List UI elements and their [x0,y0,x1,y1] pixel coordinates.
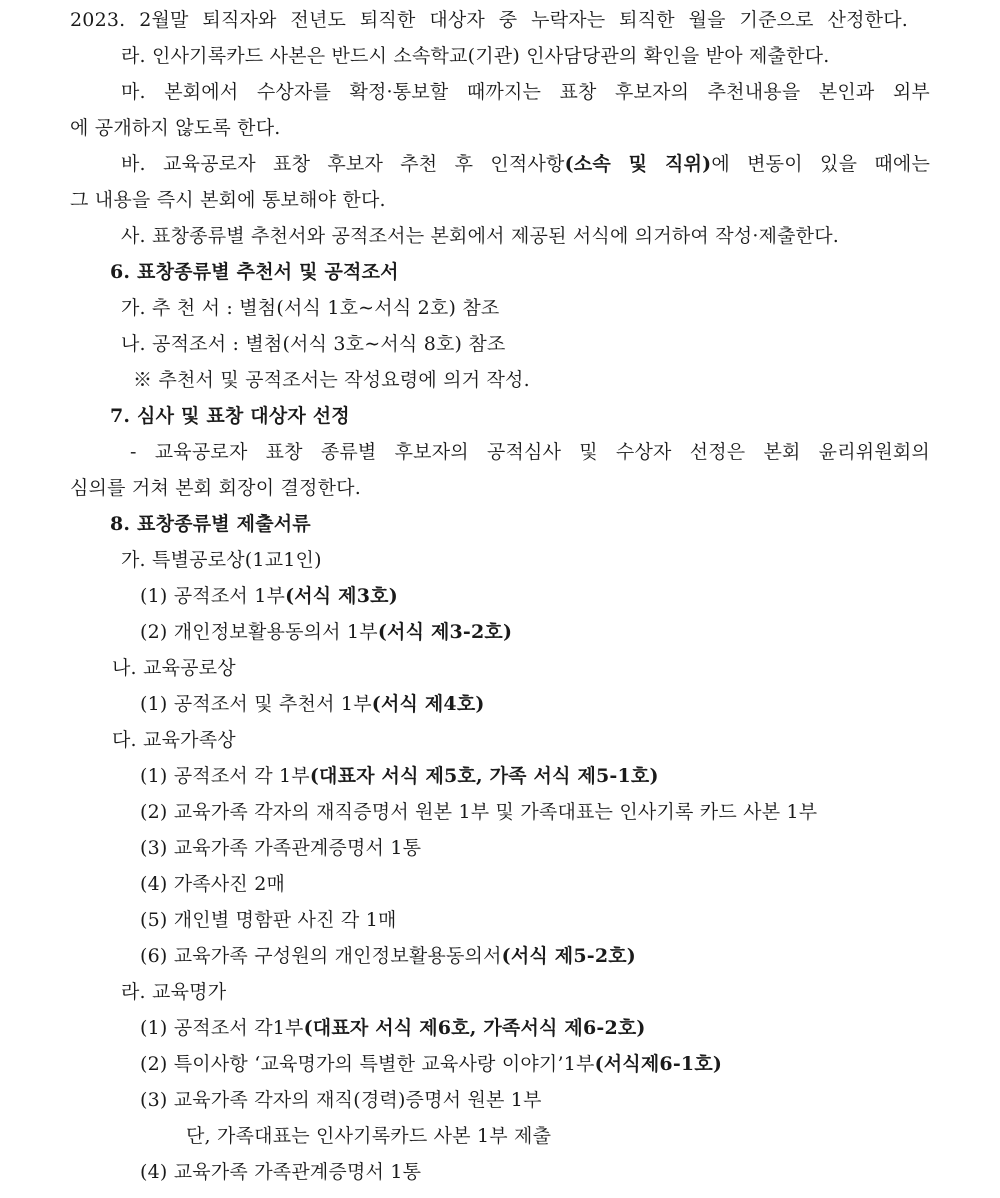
sub-item [0,1052,1000,1076]
list-item-na [0,332,1000,356]
list-item-ra [0,44,1000,68]
text-segment: (1) 공적조서 1부 [140,585,286,607]
sub-item [0,764,1000,788]
sub-item [0,1016,1000,1040]
text-line [0,440,1000,464]
text-segment: ※ 추천서 및 공적조서는 작성요령에 의거 작성. [133,369,530,391]
text-segment: 가. 특별공로상(1교1인) [121,549,322,571]
list-item-ma [0,80,1000,104]
bold-text: (서식제6-1호) [594,1053,723,1075]
text-segment: 2023. 2월말 퇴직자와 전년도 퇴직한 대상자 중 누락자는 퇴직한 월을 기준으로 산정한다. [70,9,908,31]
sub-item [0,584,1000,608]
text-segment: 다. 교육가족상 [112,729,236,751]
bold-text: (서식 제3-2호) [377,621,513,643]
text-segment: 사. 표창종류별 추천서와 공적조서는 본회에서 제공된 서식에 의거하여 작성·제출한다. [121,225,840,247]
sub-item-note [0,1124,1000,1148]
text-segment: 단, 가족대표는 인사기록카드 사본 1부 제출 [186,1125,552,1147]
sub-item [0,836,1000,860]
sub-item [0,944,1000,968]
section-heading-6 [0,260,1000,284]
bold-text: (서식 제4호) [371,693,485,715]
text-segment: (2) 개인정보활용동의서 1부 [140,621,378,643]
bold-text: (서식 제3호) [285,585,398,607]
text-segment: (4) 가족사진 2매 [140,873,286,895]
text-segment: 그 내용을 즉시 본회에 통보해야 한다. [70,189,386,211]
list-item-da [0,728,1000,752]
text-line [0,476,1000,500]
bold-text: 7. 심사 및 표창 대상자 선정 [110,405,350,427]
sub-item [0,1160,1000,1184]
bold-text: (대표자 서식 제5호, 가족 서식 제5-1호) [309,765,659,787]
text-segment: (2) 특이사항 ‘교육명가의 특별한 교육사랑 이야기’1부 [140,1053,595,1075]
text-segment: 에 변동이 있을 때에는 [711,153,931,175]
sub-item [0,908,1000,932]
bold-text: 6. 표창종류별 추천서 및 공적조서 [110,261,399,283]
text-segment: 가. 추 천 서 : 별첨(서식 1호∼서식 2호) 참조 [121,297,500,319]
section-heading-7 [0,404,1000,428]
text-segment: 바. 교육공로자 표창 후보자 추천 후 인적사항 [121,153,565,175]
text-line [0,188,1000,212]
note-line [0,368,1000,392]
text-segment: 라. 교육명가 [121,981,227,1003]
text-segment: 에 공개하지 않도록 한다. [70,117,281,139]
text-segment: (1) 공적조서 각 1부 [140,765,310,787]
bold-text: (대표자 서식 제6호, 가족서식 제6-2호) [303,1017,646,1039]
bold-text: (소속 및 직위) [564,153,712,175]
text-line [0,8,1000,32]
text-segment: (6) 교육가족 구성원의 개인정보활용동의서 [140,945,502,967]
text-segment: (4) 교육가족 가족관계증명서 1통 [140,1161,422,1183]
section-heading-8 [0,512,1000,536]
list-item-ra [0,980,1000,1004]
text-segment: 나. 교육공로상 [112,657,236,679]
list-item-na [0,656,1000,680]
text-segment: (3) 교육가족 가족관계증명서 1통 [140,837,422,859]
text-segment: 마. 본회에서 수상자를 확정·통보할 때까지는 표창 후보자의 추천내용을 본인과 외부 [121,81,930,103]
text-line [0,116,1000,140]
text-segment: (3) 교육가족 각자의 재직(경력)증명서 원본 1부 [140,1089,542,1111]
sub-item [0,1088,1000,1112]
text-segment: (2) 교육가족 각자의 재직증명서 원본 1부 및 가족대표는 인사기록 카드 사본 1부 [140,801,818,823]
sub-item [0,620,1000,644]
bold-text: (서식 제5-2호) [501,945,636,967]
sub-item [0,800,1000,824]
text-segment: (1) 공적조서 각1부 [140,1017,304,1039]
sub-item [0,692,1000,716]
list-item-ga [0,548,1000,572]
list-item-ba [0,152,1000,176]
bold-text: 8. 표창종류별 제출서류 [110,513,311,535]
text-segment: 라. 인사기록카드 사본은 반드시 소속학교(기관) 인사담당관의 확인을 받아 제출한다. [121,45,830,67]
text-segment: 나. 공적조서 : 별첨(서식 3호∼서식 8호) 참조 [121,333,506,355]
text-segment: - 교육공로자 표창 종류별 후보자의 공적심사 및 수상자 선정은 본회 윤리위원회의 [130,441,930,463]
text-segment: (5) 개인별 명함판 사진 각 1매 [140,909,397,931]
list-item-ga [0,296,1000,320]
list-item-sa [0,224,1000,248]
text-segment: 심의를 거쳐 본회 회장이 결정한다. [70,477,361,499]
text-segment: (1) 공적조서 및 추천서 1부 [140,693,372,715]
sub-item [0,872,1000,896]
